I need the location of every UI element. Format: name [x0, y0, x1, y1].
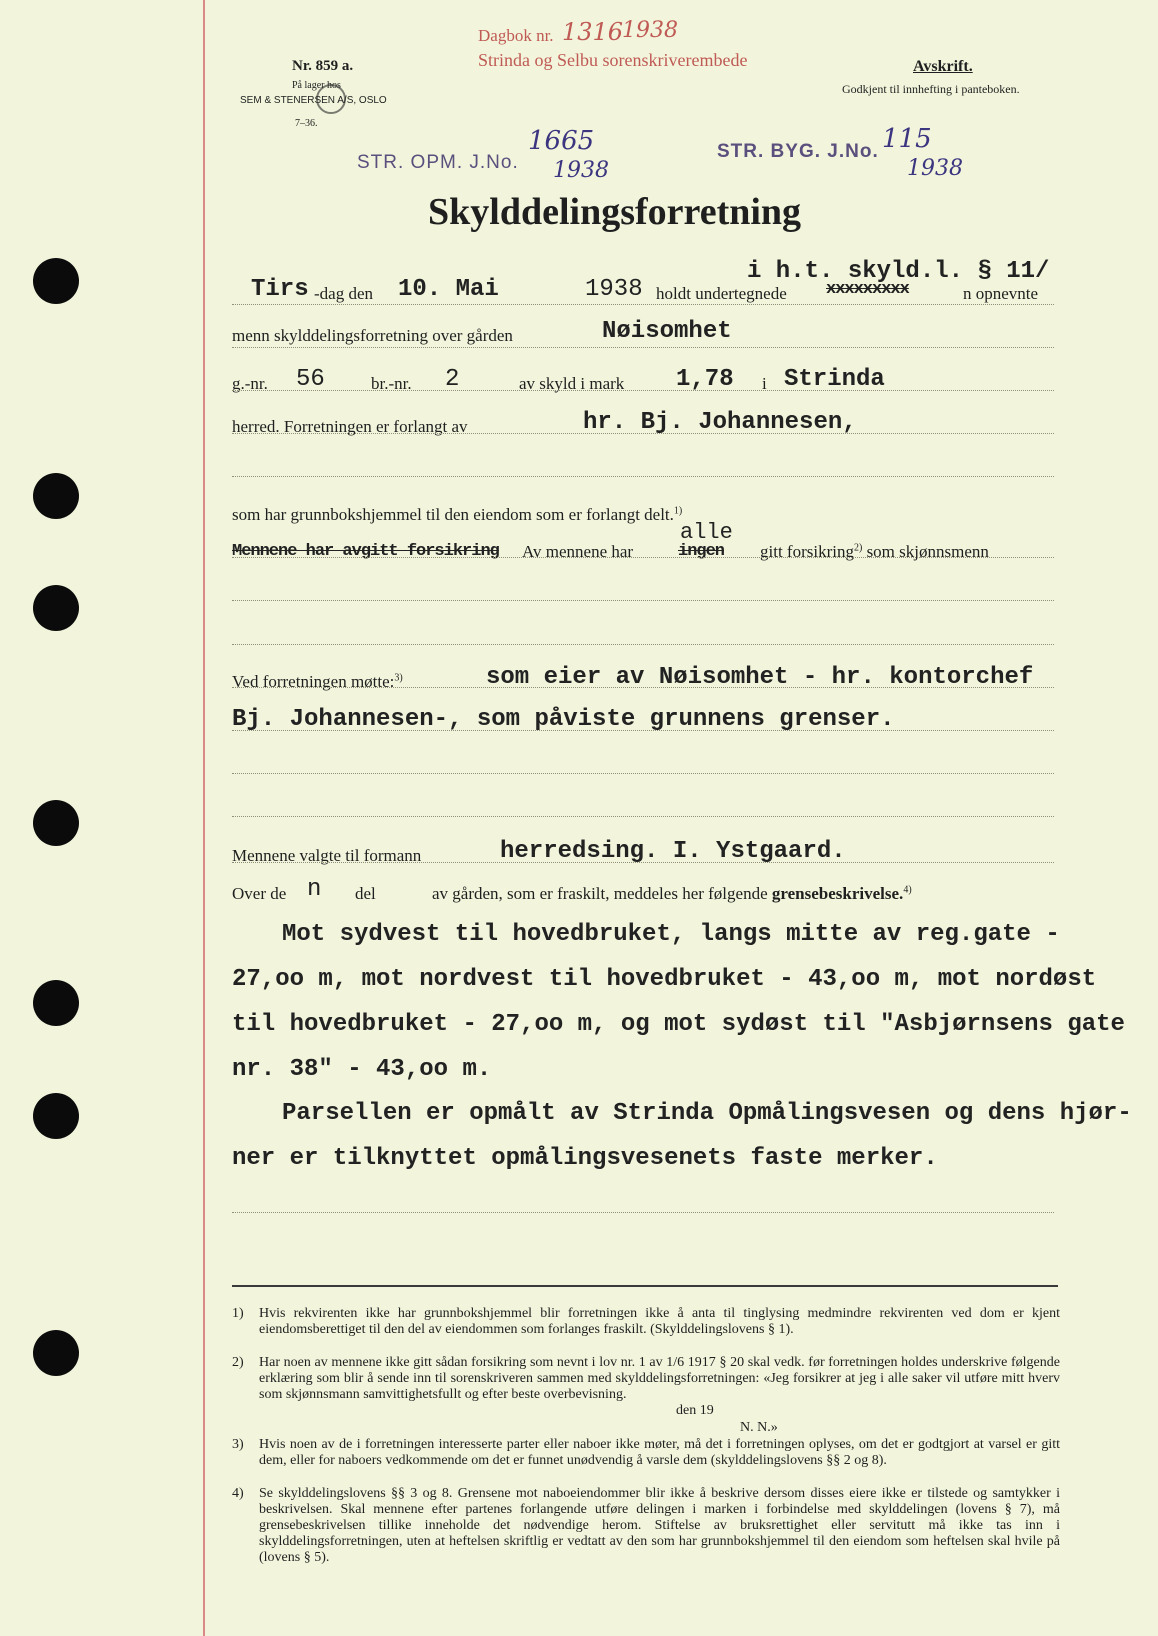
- del-label: del: [355, 884, 376, 903]
- footnote-signature: N. N.»: [740, 1420, 778, 1435]
- boundary-line: Parsellen er opmålt av Strinda Opmålingsvesen og dens hjør-: [282, 1100, 1132, 1127]
- dotted-rule: [232, 862, 1054, 863]
- punch-hole: [33, 800, 79, 846]
- punch-hole: [33, 1093, 79, 1139]
- publisher-line: På lager hos: [292, 80, 341, 91]
- gnr-value: 56: [296, 366, 325, 393]
- byg-number: 115: [882, 124, 932, 154]
- boundary-line: til hovedbruket - 27,oo m, og mot sydøst til "Asbjørnsens gate: [232, 1011, 1125, 1038]
- dotted-rule: [232, 644, 1054, 645]
- met-line-1: som eier av Nøisomhet - hr. kontorchef: [486, 664, 1034, 691]
- copy-label: Avskrift.: [913, 58, 973, 75]
- office-name: Strinda og Selbu sorenskriverembede: [478, 50, 748, 70]
- dotted-rule: [232, 304, 1054, 305]
- held-label: holdt undertegnede: [656, 284, 787, 303]
- footnote-separator: [232, 1285, 1058, 1287]
- dagbok-label: Dagbok nr.: [478, 26, 554, 45]
- byg-stamp-label: STR. BYG. J.No.: [717, 141, 879, 162]
- form-number: Nr. 859 a.: [292, 58, 354, 74]
- farm-label: menn skylddelingsforretning over gården: [232, 326, 513, 345]
- punch-hole: [33, 585, 79, 631]
- held-insert: i h.t. skyld.l. § 11/: [747, 258, 1050, 285]
- farm-name: Nøisomhet: [602, 318, 732, 345]
- punch-hole: [33, 473, 79, 519]
- skyld-label: av skyld i mark: [519, 374, 625, 393]
- dotted-rule: [232, 557, 1054, 558]
- herred-label: herred. Forretningen er forlangt av: [232, 417, 468, 436]
- punch-hole: [33, 1330, 79, 1376]
- punch-hole: [33, 980, 79, 1026]
- stamp-seal-icon: [316, 84, 346, 114]
- document-title: Skylddelingsforretning: [428, 191, 802, 233]
- footnote: 1) Hvis rekvirenten ikke har grunnbokshjemmel blir forretningen ikke å anta til tinglysing medmindre rekvirenten ved dom er kjent eiendomsberettiget til den del av eiendommen som forlanges fraskilt. (Skylddelingslovens § 1).: [232, 1306, 1060, 1337]
- boundary-line: nr. 38" - 43,oo m.: [232, 1056, 492, 1083]
- opm-stamp-label: STR. OPM. J.No.: [357, 152, 519, 173]
- byg-year: 1938: [907, 156, 963, 181]
- bnr-value: 2: [445, 366, 460, 393]
- requester: hr. Bj. Johannesen,: [583, 409, 857, 436]
- footnote: 2) Har noen av mennene ikke gitt sådan forsikring som nevnt i lov nr. 1 av 1/6 1917 § 20 skal vedk. før forretningen holdes underskrive følgende erklæring som blir å sende inn til sorenskriveren sammen med skylddelingsforretningen: «Jeg forsikrer at jeg i alle saker vil utføre mitt hverv som skjønnsmann samvittighetsfullt og efter beste overbevisning.: [232, 1355, 1060, 1402]
- met-label: Ved forretningen møtte:$^{3)}$: [232, 672, 403, 691]
- assurance-label: gitt forsikring$^{2)}$ som skjønnsmenn: [760, 542, 989, 561]
- over-label: Over de: [232, 884, 287, 903]
- opm-number: 1665: [528, 126, 595, 156]
- dotted-rule: [232, 600, 1054, 601]
- held-struck: xxxxxxxxx: [826, 280, 909, 299]
- dotted-rule: [232, 1212, 1054, 1213]
- day-label: -dag den: [314, 284, 374, 303]
- dotted-rule: [232, 773, 1054, 774]
- publisher-line: SEM & STENERSEN A/S, OSLO: [240, 95, 387, 106]
- owner-line: som har grunnbokshjemmel til den eiendom som er forlangt delt.$^{1)}$: [232, 505, 683, 524]
- dotted-rule: [232, 687, 1054, 688]
- year-value: 1938: [585, 276, 643, 303]
- footnote: 3) Hvis noen av de i forretningen interesserte parter eller naboer ikke møter, må det i forretningen oplyses, om det er godtgjort at varsel er gitt dem, eller for naboers vedkommende om det er funnet unødvendig å varsle dem (skylddelingslovens §§ 2 og 8).: [232, 1437, 1060, 1468]
- boundary-line: 27,oo m, mot nordvest til hovedbruket - 43,oo m, mot nordøst: [232, 966, 1097, 993]
- dagbok-number: 1316: [562, 18, 624, 46]
- dotted-rule: [232, 347, 1054, 348]
- dotted-rule: [232, 476, 1054, 477]
- margin-line: [203, 0, 205, 1636]
- men-insert: alle: [680, 520, 733, 545]
- appointed-label: n opnevnte: [963, 284, 1039, 303]
- dotted-rule: [232, 433, 1054, 434]
- footnote-date-line: den 19: [676, 1403, 714, 1418]
- gnr-label: g.-nr.: [232, 374, 268, 393]
- skyld-value: 1,78: [676, 366, 734, 393]
- chair-value: herredsing. I. Ystgaard.: [500, 838, 846, 865]
- men-struck: ingen: [678, 542, 725, 561]
- boundary-line: ner er tilknyttet opmålingsvesenets faste merker.: [232, 1145, 938, 1172]
- date-value: 10. Mai: [398, 276, 499, 303]
- bnr-label: br.-nr.: [371, 374, 412, 393]
- boundary-line: Mot sydvest til hovedbruket, langs mitte av reg.gate -: [282, 921, 1060, 948]
- dotted-rule: [232, 816, 1054, 817]
- men-label: Av mennene har: [522, 542, 634, 561]
- municipality: Strinda: [784, 366, 885, 393]
- footnote: 4) Se skylddelingslovens §§ 3 og 8. Grensene mot naboeiendommer blir ikke å beskrive dersom disses eiere ikke er tilstede og samtykker i beskrivelsen. Skal mennene efter partenes forlangende utføre delingen i marken i forbindelse med skylddelingen (lovens § 7), må grensebeskrivelsen tillike inneholde det nødvendige herom. Stiftelse av bruksrettighet eller servitutt må ikke tas inn i skylddelingsforretningen, uten at heftelsen skriftlig er vedtatt av den som har grunnbokshjemmel til den eiendom som heftelsen skal hvile på (lovens § 5).: [232, 1486, 1060, 1565]
- opm-year: 1938: [553, 158, 609, 183]
- dotted-rule: [232, 390, 1054, 391]
- boundary-label: av gården, som er fraskilt, meddeles her følgende grensebeskrivelse.$^{4)}$: [432, 884, 912, 903]
- struck-line: Mennene har avgitt forsikring: [232, 542, 499, 561]
- i-label: i: [762, 374, 767, 393]
- day-prefix: Tirs: [251, 276, 309, 303]
- dagbok-year: 1938: [622, 18, 678, 43]
- dotted-rule: [232, 730, 1054, 731]
- over-insert: n: [307, 876, 322, 903]
- met-line-2: Bj. Johannesen-, som påviste grunnens grenser.: [232, 706, 895, 733]
- punch-hole: [33, 258, 79, 304]
- form-date: 7–36.: [295, 118, 318, 129]
- approval-note: Godkjent til innhefting i panteboken.: [842, 82, 1020, 96]
- chair-label: Mennene valgte til formann: [232, 846, 422, 865]
